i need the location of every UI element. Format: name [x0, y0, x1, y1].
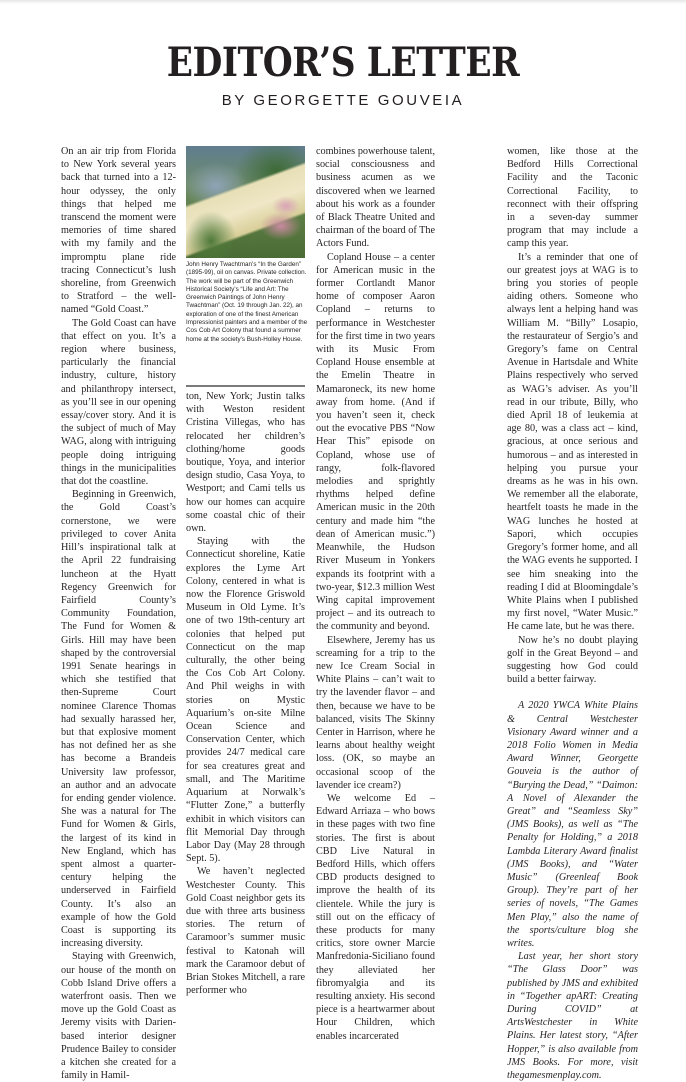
- paragraph: Staying with the Connecticut shoreline, Katie explores the Lyme Art Colony, centered in what is now the Florence Griswold Museum in Old Lyme. It’s one of two 19th-century art colonies that helped put Connecticut on the map culturally, the other being the Cos Cob Art Colony. And Phil weighs in with stories on Mystic Aquarium’s on-site Milne Ocean Science and Conservation Center, which provides 24/7 medical care for sea creatures great and small, and The Maritime Aquarium at Norwalk’s “Flutter Zone,” a butterfly exhibit in which visitors can flit Memorial Day through Labor Day (May 28 through Sept. 5).: [186, 536, 305, 865]
- author-bio: A 2020 YWCA White Plains & Central Westchester Visionary Award winner and a 2018 Folio Women in Media Award Winner, Georgette Gouveia is the author of “Burying the Dead,” “Daimon: A Novel of Alexander the Great” and “Seamless Sky” (JMS Books), as well as “The Penalty for Holding,” a 2018 Lambda Literary Award finalist (JMS Books), and “Water Music” (Greenleaf Book Group). They’re part of her series of novels, “The Games Men Play,” also the name of the sports/culture blog she writes.: [507, 700, 638, 949]
- author-bio: Last year, her short story “The Glass Door” was published by JMS and exhibited in “Together apART: Creating During COVID” at ArtsWestchester in White Plains. Her latest story, “After Hopper,” is also available from JMS Books. For more, visit thegamesmenplay.com.: [507, 951, 638, 1082]
- article-column-1: [61, 145, 176, 1082]
- paragraph: Elsewhere, Jeremy has us screaming for a trip to the new Ice Cream Social in White Plains – can’t wait to try the lavender flavor – and then, because we have to be balanced, visits The Skinny Center in Harrison, where he learns about healthy weight loss. (OK, so maybe an occasional scoop of the lavender ice cream?): [316, 634, 435, 791]
- spacer: [507, 686, 638, 699]
- paragraph: combines powerhouse talent, social consciousness and business acumen as we discovered when we learned about his work as a founder of Black Theatre United and chairman of the board of The Actors Fund.: [316, 146, 435, 250]
- paragraph: women, like those at the Bedford Hills Correctional Facility and the Taconic Correctional Facility, to reconnect with their offspring in a seven-day summer program that may include a camp this year.: [507, 146, 638, 250]
- paragraph: On an air trip from Florida to New York several years back that turned into a 12-hour odyssey, the only things that helped me transcend the moment were memories of time shared with my family and the impromptu plane ride tracing Connecticut’s lush shoreline, from Greenwich to Stratford – the well-named “Gold Coast.”: [61, 146, 176, 316]
- page-top-shadow: [0, 0, 686, 4]
- paragraph: Now he’s no doubt playing golf in the Great Beyond – and suggesting how God could build a better fairway.: [507, 634, 638, 686]
- article-column-3: [316, 145, 435, 1043]
- painting-image: [186, 146, 305, 258]
- caption-divider: [186, 385, 305, 387]
- article-column-4: [507, 145, 638, 1082]
- paragraph: Beginning in Greenwich, the Gold Coast’s cornerstone, we were privileged to cover Anita Hill’s inspirational talk at the April 22 fundraising luncheon at the Hyatt Regency Greenwich for Fairfield County’s Community Foundation, The Fund for Women & Girls. Hill may have been shaped by the controversial 1991 Senate hearings in which she testified that then-Supreme Court nominee Clarence Thomas had sexually harassed her, but that explosive moment has not defined her as she has become a Brandeis University law professor, an author and an advocate for ending gender violence. She was a natural for The Fund for Women & Girls, the largest of its kind in New England, which has spent almost a quarter-century helping the underserved in Fairfield County. It’s also an example of how the Gold Coast is supporting its increasing diversity.: [61, 489, 176, 950]
- paragraph: ton, New York; Justin talks with Weston resident Cristina Villegas, who has relocated her children’s clothing/home goods boutique, Yoya, and interior design studio, Casa Yoya, to Westport; and Cami tells us how our homes can acquire some coastal chic of their own.: [186, 391, 305, 535]
- paragraph: Staying with Greenwich, our house of the month on Cobb Island Drive offers a waterfront oasis. Then we move up the Gold Coast as Jeremy visits with Darien-based interior designer Prudence Bailey to consider a kitchen she created for a family in Hamil-: [61, 951, 176, 1082]
- paragraph: We welcome Ed – Edward Arriaza – who bows in these pages with two fine stories. The first is about CBD Live Natural in Bedford Hills, which offers CBD products designed to improve the health of its clientele. While the jury is still out on the efficacy of these products for many critics, store owner Marcie Manfredonia-Siciliano found they alleviated her fibromyalgia and its resulting anxiety. His second piece is a heartwarmer about Hour Children, which enables incarcerated: [316, 792, 435, 1042]
- image-caption: John Henry Twachtman’s “In the Garden” (1895-99), oil on canvas. Private collection. The work will be part of the Greenwich Historical Society’s “Life and Art: The Greenwich Paintings of John Henry Twachtman” (Oct. 19 through Jan. 22), an exploration of one of the finest American Impressionist painters and a member of the Cos Cob Art Colony that found a summer home at the society’s Bush-Holley House.: [186, 261, 308, 343]
- paragraph: We haven’t neglected Westchester County. This Gold Coast neighbor gets its due with three arts business stories. The return of Caramoor’s summer music festival to Katonah will mark the Caramoor debut of Brian Stokes Mitchell, a rare performer who: [186, 866, 305, 997]
- byline: BY GEORGETTE GOUVEIA: [221, 92, 465, 109]
- paragraph: It’s a reminder that one of our greatest joys at WAG is to bring you stories of people aiding others. Someone who always lent a helping hand was William M. “Billy” Losapio, the restaurateur of Sergio’s and Gregory’s fame on Central Avenue in Hartsdale and White Plains respectively who served as WAG’s adviser. As you’ll read in our tribute, Billy, who died April 18 of leukemia at age 80, was a class act – kind, gracious, at once serious and humorous – and as interested in helping you pursue your dreams as he was in his own. We remember all the elaborate, heartfelt toasts he made in the WAG lunches he hosted at Sapori, which occupies Gregory’s former home, and all the WAG events he supported. I see him sneaking into the reading I did at Bloomingdale’s White Plains when I published my first novel, “Water Music.” He came late, but he was there.: [507, 251, 638, 633]
- article-column-2: [186, 390, 305, 997]
- paragraph: Copland House – a center for American music in the former Cortlandt Manor home of composer Aaron Copland – returns to performance in Westchester for the first time in two years with its Music From Copland House ensemble at the Emelin Theatre in Mamaroneck, its new home away from home. (And if you haven’t seen it, check out the evocative PBS “Now Hear This” episode on Copland, whose use of rangy, folk-flavored melodies and sprightly rhythms helped define American music in the 20th century and made him “the dean of American music.”) Meanwhile, the Hudson River Museum in Yonkers expands its footprint with a two-year, $12.3 million West Wing capital improvement project – and its outreach to the community and beyond.: [316, 251, 435, 633]
- paragraph: The Gold Coast can have that effect on you. It’s a region where business, particularly the financial industry, culture, history and philanthropy intersect, as you’ll see in our opening essay/cover story. And it is the subject of much of May WAG, along with intriguing people doing intriguing things in the municipalities that dot the coastline.: [61, 317, 176, 488]
- page-title: EDITOR’S LETTER: [166, 39, 520, 86]
